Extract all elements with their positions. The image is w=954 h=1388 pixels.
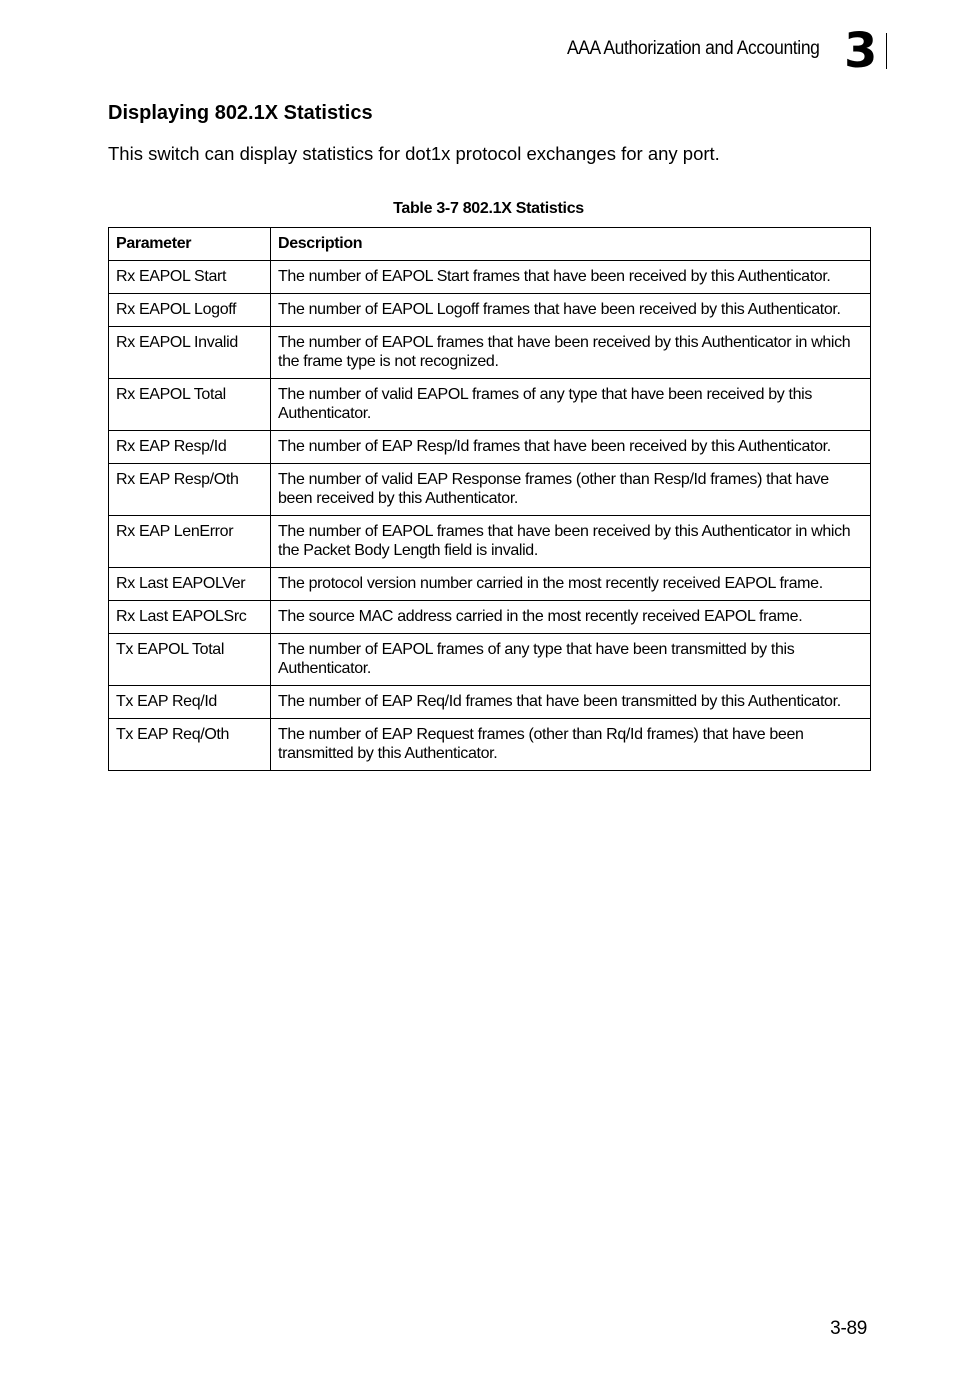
description-cell: The number of EAPOL Start frames that have been received by this Authenticator.	[271, 261, 871, 294]
table-row	[109, 516, 871, 568]
table-row	[109, 431, 871, 464]
parameter-cell: Rx EAPOL Invalid	[109, 327, 271, 379]
description-cell: The protocol version number carried in the most recently received EAPOL frame.	[271, 568, 871, 601]
description-cell: The number of EAP Req/Id frames that have been transmitted by this Authenticator.	[271, 686, 871, 719]
table-row	[109, 634, 871, 686]
table-row	[109, 261, 871, 294]
parameter-cell: Rx EAPOL Logoff	[109, 294, 271, 327]
section-title: Displaying 802.1X Statistics	[108, 102, 373, 124]
intro-paragraph: This switch can display statistics for dot1x protocol exchanges for any port.	[108, 143, 720, 164]
description-cell: The source MAC address carried in the most recently received EAPOL frame.	[271, 601, 871, 634]
running-header-title: AAA Authorization and Accounting	[567, 38, 820, 59]
table-row	[109, 719, 871, 771]
statistics-table	[108, 227, 871, 771]
parameter-cell: Rx EAP Resp/Oth	[109, 464, 271, 516]
chapter-number: 3	[844, 23, 878, 79]
parameter-cell: Rx EAPOL Total	[109, 379, 271, 431]
table-row	[109, 294, 871, 327]
description-cell: The number of EAPOL Logoff frames that have been received by this Authenticator.	[271, 294, 871, 327]
description-cell: The number of EAP Resp/Id frames that have been received by this Authenticator.	[271, 431, 871, 464]
table-header-row	[109, 228, 871, 261]
table-row	[109, 568, 871, 601]
description-cell: The number of valid EAP Response frames (other than Resp/Id frames) that have been received by this Authenticator.	[271, 464, 871, 516]
parameter-cell: Tx EAPOL Total	[109, 634, 271, 686]
description-cell: The number of EAPOL frames that have been received by this Authenticator in which the frame type is not recognized.	[271, 327, 871, 379]
table-row	[109, 379, 871, 431]
description-cell: The number of EAPOL frames of any type that have been transmitted by this Authenticator.	[271, 634, 871, 686]
column-header-parameter: Parameter	[109, 228, 271, 261]
description-cell: The number of EAP Request frames (other than Rq/Id frames) that have been transmitted by this Authenticator.	[271, 719, 871, 771]
parameter-cell: Rx EAPOL Start	[109, 261, 271, 294]
chapter-marker	[844, 23, 887, 79]
parameter-cell: Rx EAP Resp/Id	[109, 431, 271, 464]
description-cell: The number of valid EAPOL frames of any type that have been received by this Authenticator.	[271, 379, 871, 431]
parameter-cell: Rx EAP LenError	[109, 516, 271, 568]
parameter-cell: Tx EAP Req/Id	[109, 686, 271, 719]
parameter-cell: Tx EAP Req/Oth	[109, 719, 271, 771]
table-row	[109, 686, 871, 719]
description-cell: The number of EAPOL frames that have been received by this Authenticator in which the Packet Body Length field is invalid.	[271, 516, 871, 568]
table-row	[109, 327, 871, 379]
parameter-cell: Rx Last EAPOLSrc	[109, 601, 271, 634]
table-caption: Table 3-7 802.1X Statistics	[393, 200, 584, 217]
table-row	[109, 601, 871, 634]
table-row	[109, 464, 871, 516]
page-number: 3-89	[830, 1318, 867, 1339]
parameter-cell: Rx Last EAPOLVer	[109, 568, 271, 601]
column-header-description: Description	[271, 228, 871, 261]
